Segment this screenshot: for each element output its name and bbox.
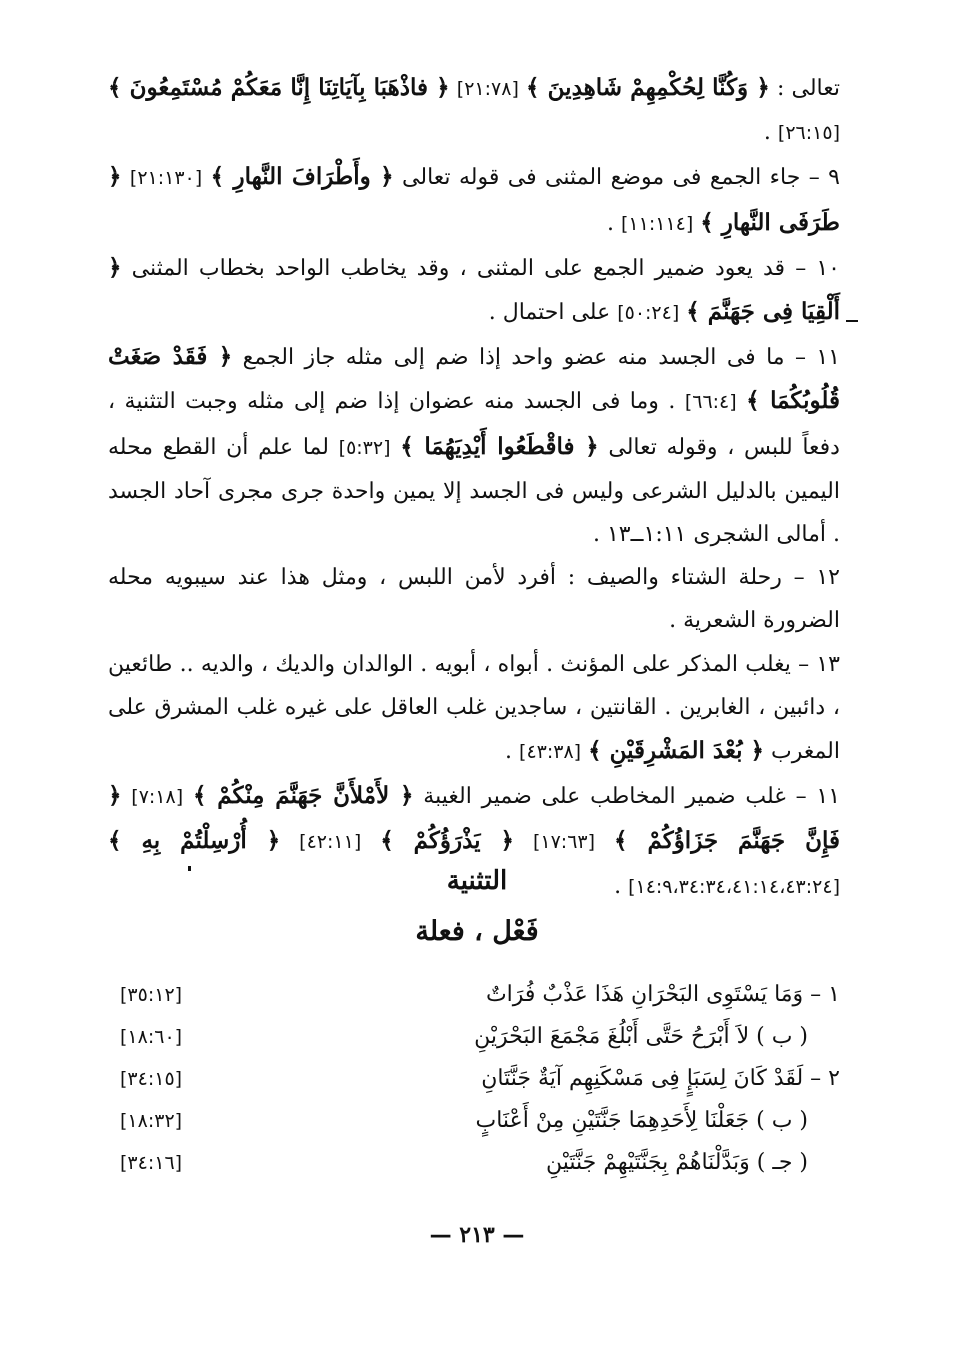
quran-quote: ﴿ فاقْطَعُوا أَيْدِيَهُمَا ﴾	[400, 432, 599, 460]
paragraph-text	[519, 76, 526, 101]
verse-reference: [٦٦:٤]	[684, 391, 737, 414]
paragraph-text: .	[505, 739, 520, 765]
paragraph	[108, 66, 840, 155]
verse-reference: [١٨:٣٢]	[120, 1110, 183, 1132]
quran-quote: ﴿ فَإِنَّ جَهَنَّمَ جَزَاؤُكُمْ ﴾	[108, 782, 840, 855]
page-number-value: ٢١٣	[459, 1222, 495, 1248]
page-number	[0, 1222, 954, 1248]
page-number-dash-right: —	[502, 1223, 525, 1248]
paragraph-text	[121, 165, 129, 190]
verse-text: ( ب ) لاَ أَبْرَحُ حَتَّى أَبْلُغَ مَجْمَعَ البَحْرَيْنِ	[474, 1024, 808, 1049]
quran-quote: ﴿ لأَمْلأَنَّ جَهَنَّمَ مِنْكُمْ ﴾	[192, 782, 414, 810]
paragraph-text: .	[607, 210, 621, 236]
verse-text: ( ب ) جَعَلْنَا لِأَحَدِهِمَا جَنَّتَيْنِ مِنْ أَعْنَابٍ	[475, 1108, 808, 1133]
paragraph-text	[280, 829, 299, 854]
verse-reference: [٤٣:٣٨]	[519, 741, 582, 764]
quran-quote: ﴿ وأَطْرَافَ النَّهارِ ﴾	[210, 163, 394, 191]
verse-reference: [٥٠:٢٤]	[617, 302, 680, 325]
paragraph-text	[514, 829, 533, 854]
quran-quote: ﴿ فَقَدْ صَغَتْ قُلُوبُكُمَا ﴾	[108, 343, 840, 415]
paragraph-text: . وما فى الجسد منه عضوان إذا ضم إلى مثله وجبت التثنية ، دفعاً للبس ، وقوله تعالى	[108, 389, 840, 460]
paragraph-text	[121, 784, 131, 809]
verse-reference: [١٨:٦٠]	[120, 1026, 183, 1048]
section-subtitle: فَعْل ، فعلة	[415, 916, 539, 947]
paragraph-text: ١١ – غلب ضمير المخاطب على ضمير الغيبة	[413, 784, 841, 810]
paragraph-text	[737, 389, 746, 414]
body-text	[108, 66, 840, 909]
paragraph-text: تعالى :	[769, 76, 840, 101]
paragraph-text	[595, 829, 614, 854]
paragraph-text: على احتمال .	[488, 300, 618, 326]
paragraph-text	[391, 435, 401, 460]
verse-reference: [٢١:١٣٠]	[129, 167, 203, 190]
quran-quote: ﴿ فاذْهَبَا بِآيَاتِنَا إِنَّا مَعَكُمْ مُسْتَمِعُونَ ﴾	[108, 74, 450, 101]
paragraph	[108, 246, 840, 335]
paragraph	[108, 643, 840, 775]
verse-reference: [٧:١٨]	[131, 786, 184, 809]
paragraph	[108, 155, 840, 245]
margin-mark	[846, 320, 858, 322]
verse-reference: [٣٥:١٢]	[120, 984, 183, 1006]
verse-reference: [٣٤:١٥]	[120, 1068, 183, 1090]
verse-reference: [٤٢:١١]	[299, 831, 362, 854]
paragraph-text: .	[763, 120, 778, 146]
verse-reference: [١١:١١٤]	[621, 212, 694, 235]
verse-reference: [٢٦:١٥]	[777, 122, 840, 145]
paragraph-text: ١٢ – رحلة الشتاء والصيف : أفرد لأمن اللبس ، ومثل هذا عند سيبويه محله الضرورة الشعرية .	[108, 565, 840, 634]
verse-list	[110, 982, 840, 1192]
paragraph-text: ١٠ – قد يعود ضمير الجمع على المثنى ، وقد يخاطب الواحد بخطاب المثنى	[121, 255, 840, 281]
quran-quote: ﴿ طَرَفَى النَّهارِ ﴾	[108, 163, 840, 236]
verse-text: ( جـ ) وَبَدَّلْنَاهُمْ بِجَنَّتَيْهِمْ جَنَّتَيْنِ	[545, 1150, 808, 1175]
quran-quote: ﴿ وَكُنَّا لِحُكْمِهِمْ شَاهِدِينَ ﴾	[526, 74, 770, 101]
verse-row	[110, 1150, 840, 1192]
quran-quote: ﴿ بُعْدَ المَشْرِقَيْنِ ﴾	[588, 737, 764, 765]
paragraph-text: ١١ – ما فى الجسد منه عضو واحد إذا ضم إلى مثله جاز الجمع	[232, 345, 840, 371]
paragraph	[108, 556, 840, 642]
paragraph	[108, 335, 840, 556]
paragraph-text: .	[614, 873, 629, 899]
quran-quote: ﴿ يَذْرَؤُكُمْ ﴾	[380, 827, 515, 855]
paragraph-text	[361, 829, 380, 854]
verse-row	[110, 1108, 840, 1150]
verse-text: ١ – وَمَا يَسْتَوِى البَحْرَانِ هَذَا عَذْبٌ فُرَاتٌ	[485, 982, 840, 1007]
paragraph-text: ٩ – جاء الجمع فى موضع المثنى فى قوله تعالى	[393, 165, 840, 191]
paragraph-text	[450, 76, 457, 101]
verse-reference: [١٧:٦٣]	[532, 831, 596, 854]
paragraph-text: لما علم أن القطع محله اليمين بالدليل الشرعى وليس فى الجسد إلا يمين واحدة جرى مجرى آحاد الجسد . أمالى الشجرى ١:١١ــ١٣ .	[108, 434, 840, 548]
verse-reference: [٣٤:١٦]	[120, 1152, 183, 1174]
verse-reference: [٢١:٧٨]	[456, 78, 519, 100]
paragraph-text	[202, 165, 210, 190]
page-number-dash-left: —	[429, 1223, 452, 1248]
quran-quote: ﴿ أَلْقِيَا فِى جَهَنَّمَ ﴾	[108, 253, 840, 326]
verse-reference: [١٤:٩،٣٤:٣٤،٤١:١٤،٤٣:٢٤]	[628, 875, 840, 898]
quran-quote: ﴿ أُرْسِلْتُمْ بِهِ ﴾	[108, 827, 281, 855]
verse-row	[110, 1066, 840, 1108]
ink-dot	[188, 866, 191, 871]
verse-reference: [٥:٣٢]	[338, 436, 391, 459]
verse-row	[110, 982, 840, 1024]
section-title: التثنية	[446, 866, 508, 896]
verse-text: ٢ – لَقَدْ كَانَ لِسَبَإٍ فِى مَسْكَنِهِم آيَةٌ جَنَّتَانِ	[481, 1066, 840, 1091]
verse-row	[110, 1024, 840, 1066]
paragraph-text	[183, 784, 193, 809]
paragraph-text: ١٣ – يغلب المذكر على المؤنث . أبواه ، أبويه . الوالدان والديك ، والديه .. طائعين ، دائبين ، الغابرين . القانتين ، ساجدين غلب العاقل على غيره غلب المشرق على المغرب	[108, 651, 840, 765]
